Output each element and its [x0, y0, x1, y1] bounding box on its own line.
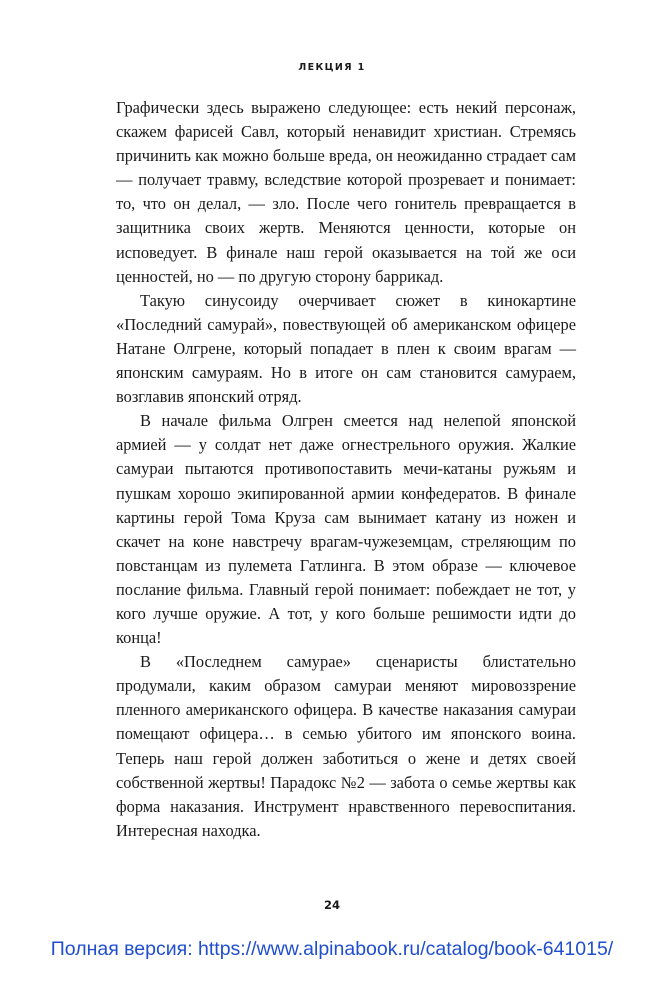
running-title: ЛЕКЦИЯ 1 [298, 62, 366, 73]
paragraph-4: В «Последнем самурае» сценаристы блистательно продумали, каким образом самураи меняют мировоззрение пленного американского офицера. В качестве наказания самураи помещают офицера… в семью убитого им японского воина. Теперь наш герой должен заботиться о жене и детях своей собственной жертвы! Парадокс №2 — забота о семье жертвы как форма наказания. Инструмент нравственного перевоспитания. Интересная находка. [116, 652, 576, 840]
full-version-link[interactable]: Полная версия: https://www.alpinabook.ru/catalog/book-641015/ [50, 938, 614, 960]
page-number: 24 [323, 898, 340, 912]
paragraph-2: Такую синусоиду очерчивает сюжет в кинокартине «Последний самурай», повествующей об американском офицере Натане Олгрене, который попадает в плен к своим врагам — японским самураям. Но в итоге он сам становится самураем, возглавив японский отряд. [116, 290, 576, 407]
paragraph-1: Графически здесь выражено следующее: есть некий персонаж, скажем фарисей Савл, который ненавидит христиан. Стремясь причинить как можно больше вреда, он неожиданно страдает сам — получает травму, вследствие которой прозревает и понимает: то, что он делал, — зло. После чего гонитель превращается в защитника своих жертв. Меняются ценности, которые он исповедует. В финале наш герой оказывается на той же оси ценностей, но — по другую сторону баррикад. [116, 98, 576, 286]
paragraph-3: В начале фильма Олгрен смеется над нелепой японской армией — у солдат нет даже огнестрельного оружия. Жалкие самураи пытаются противопоставить мечи-катаны ружьям и пушкам хорошо экипированной армии конфедератов. В финале картины герой Тома Круза сам вынимает катану из ножен и скачет на коне навстречу врагам-чужеземцам, стреляющим по повстанцам из пулемета Гатлинга. В этом образе — ключевое послание фильма. Главный герой понимает: побеждает не тот, у кого лучше оружие. А тот, у кого больше решимости идти до конца! [116, 411, 576, 648]
body-text [116, 96, 576, 843]
